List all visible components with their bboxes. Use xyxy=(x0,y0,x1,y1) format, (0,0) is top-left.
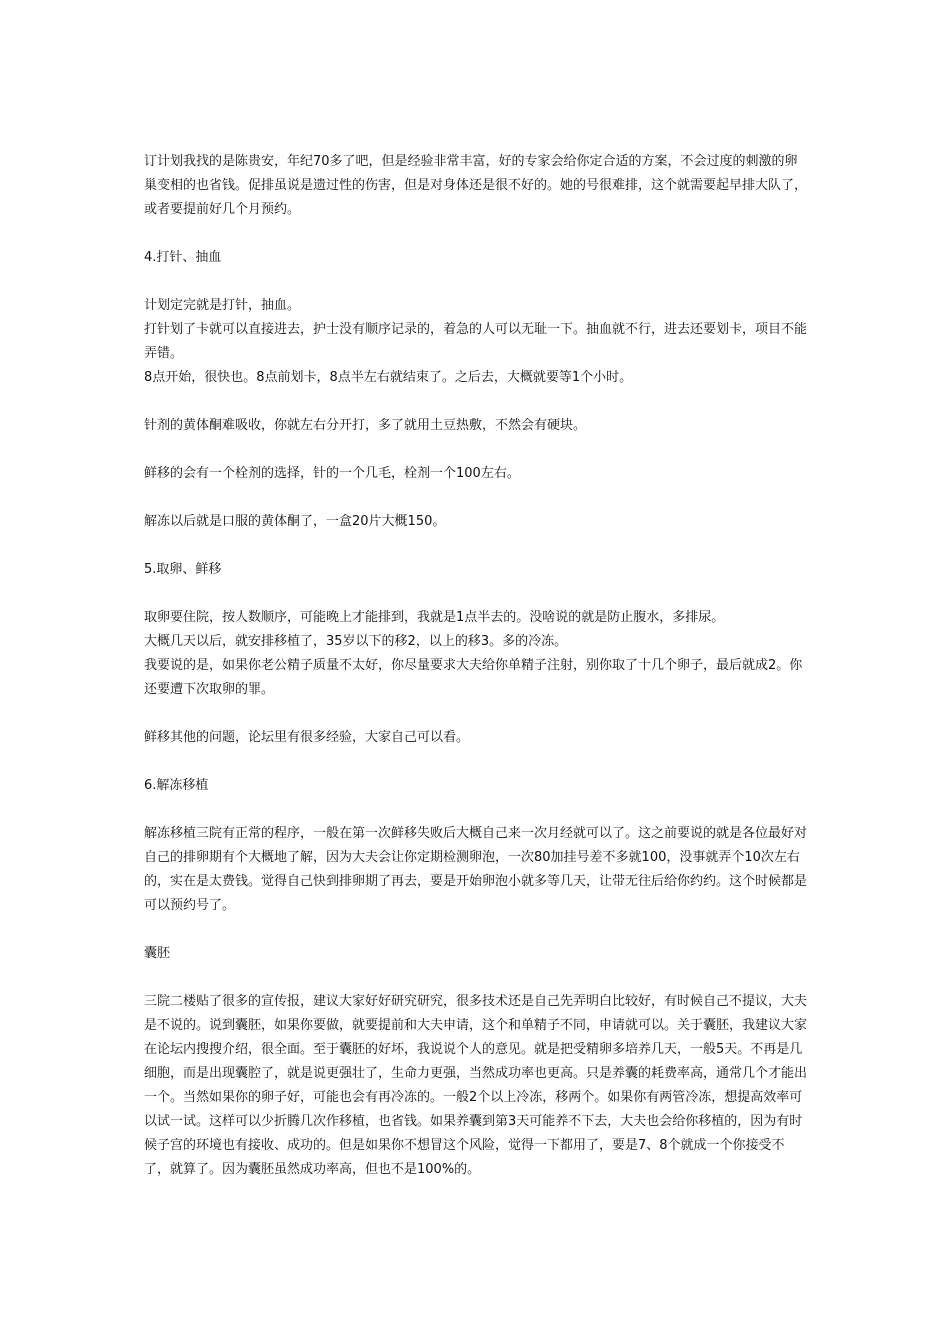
section-5-heading: 5.取卵、鲜移 xyxy=(144,562,222,577)
section-5-paragraph-2: 大概几天以后，就安排移植了，35岁以下的移2，以上的移3。多的冷冻。 xyxy=(144,634,568,649)
section-4-paragraph-6: 解冻以后就是口服的黄体酮了，一盒20片大概150。 xyxy=(144,514,446,529)
section-4-paragraph-3: 8点开始，很快也。8点前划卡，8点半左右就结束了。之后去，大概就要等1个小时。 xyxy=(144,370,633,385)
section-6-paragraph-1: 解冻移植三院有正常的程序，一般在第一次鲜移失败后大概自己来一次月经就可以了。这之前要说的就是各位最好对自己的排卵期有个大概地了解，因为大夫会让你定期检测卵泡，一次80加挂号差不多就100，没事就弄个10次左右的，实在是太费钱。觉得自己快到排卵期了再去，要是开始卵泡小就多等几天，让带无往后给你约约。这个时候都是可以预约号了。 xyxy=(144,826,808,913)
section-7-paragraph-1: 三院二楼贴了很多的宣传报，建议大家好好研究研究，很多技术还是自己先弄明白比较好，有时候自己不提议，大夫是不说的。说到囊胚，如果你要做，就要提前和大夫申请，这个和单精子不同，申请就可以。关于囊胚，我建议大家在论坛内搜搜介绍，很全面。至于囊胚的好坏，我说说个人的意见。就是把受精卵多培养几天，一般5天。不再是几细胞，而是出现囊腔了，就是说更强壮了，生命力更强，当然成功率也更高。只是养囊的耗费率高，通常几个才能出一个。当然如果你的卵子好，可能也会有再冷冻的。一般2个以上冷冻，移两个。如果你有两管冷冻，想提高效率可以试一试。这样可以少折腾几次作移植，也省钱。如果养囊到第3天可能养不下去，大夫也会给你移植的，因为有时候子宫的环境也有接收、成功的。但是如果你不想冒这个风险，觉得一下都用了，要是7、8个就成一个你接受不了，就算了。因为囊胚虽然成功率高，但也不是100%的。 xyxy=(144,994,808,1177)
section-4-paragraph-2: 打针划了卡就可以直接进去，护士没有顺序记录的，着急的人可以无耻一下。抽血就不行，进去还要划卡，项目不能弄错。 xyxy=(144,322,808,361)
section-4-heading: 4.打针、抽血 xyxy=(144,250,222,265)
section-4-paragraph-4: 针剂的黄体酮难吸收，你就左右分开打，多了就用土豆热敷，不然会有硬块。 xyxy=(144,418,587,433)
section-5-paragraph-4: 鲜移其他的问题，论坛里有很多经验，大家自己可以看。 xyxy=(144,730,470,745)
section-6-heading: 6.解冻移植 xyxy=(144,778,209,793)
section-7-heading: 囊胚 xyxy=(144,946,171,961)
section-5-paragraph-3: 我要说的是，如果你老公精子质量不太好，你尽量要求大夫给你单精子注射，别你取了十几个卵子，最后就成2。你还要遭下次取卵的罪。 xyxy=(144,658,803,697)
document-page xyxy=(144,150,808,1182)
section-4-paragraph-5: 鲜移的会有一个栓剂的选择，针的一个几毛，栓剂一个100左右。 xyxy=(144,466,520,481)
intro-paragraph: 订计划我找的是陈贵安，年纪70多了吧，但是经验非常丰富，好的专家会给你定合适的方案，不会过度的刺激的卵巢变相的也省钱。促排虽说是遗过性的伤害，但是对身体还是很不好的。她的号很难排，这个就需要起早排大队了，或者要提前好几个月预约。 xyxy=(144,154,808,217)
section-5-paragraph-1: 取卵要住院，按人数顺序，可能晚上才能排到，我就是1点半去的。没啥说的就是防止腹水，多排尿。 xyxy=(144,610,725,625)
section-4-paragraph-1: 计划定完就是打针，抽血。 xyxy=(144,298,301,313)
